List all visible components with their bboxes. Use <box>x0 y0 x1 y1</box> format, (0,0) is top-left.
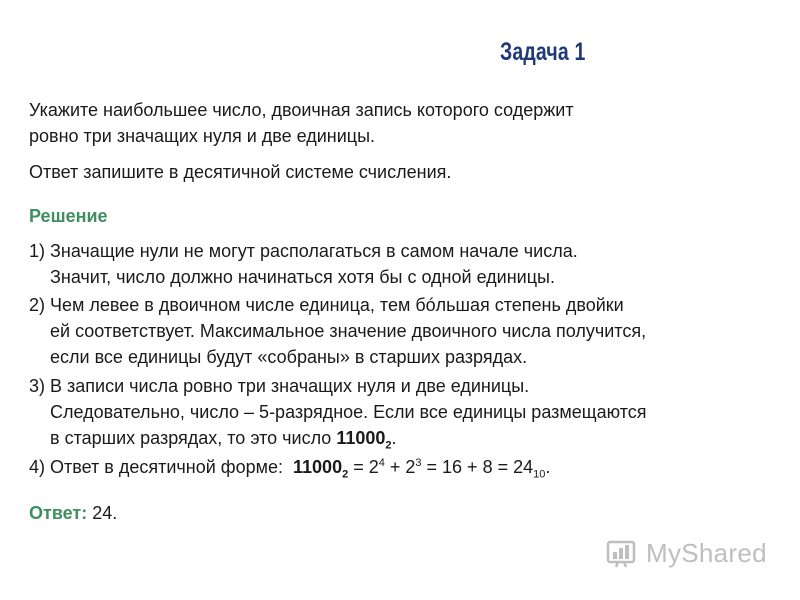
equation-part: = 16 + 8 = 24 <box>421 457 534 477</box>
solution-step-4 <box>29 454 550 480</box>
step-line: 3) В записи числа ровно три значащих нуля и две единицы. <box>29 376 530 396</box>
task-statement <box>29 97 574 149</box>
task-line: ровно три значащих нуля и две единицы. <box>29 126 376 146</box>
binary-number: 11000 <box>293 457 343 477</box>
task-line: Укажите наибольшее число, двоичная запись которого содержит <box>29 100 574 120</box>
step-line: 1) Значащие нули не могут располагаться в самом начале числа. <box>29 241 578 261</box>
step-text: в старших разрядах, то это число <box>50 428 337 448</box>
answer <box>29 503 117 524</box>
watermark <box>606 538 767 569</box>
solution-step-3 <box>29 373 646 451</box>
solution-step-2 <box>29 292 646 370</box>
step-line: 2) Чем левее в двоичном числе единица, тем бóльшая степень двойки <box>29 295 624 315</box>
exponent: 4 <box>378 457 385 469</box>
slide-title: Задача 1 <box>500 38 586 66</box>
equation-part: = 2 <box>348 457 379 477</box>
task-note <box>29 159 451 185</box>
step-line: Значит, число должно начинаться хотя бы с одной единицы. <box>50 267 555 287</box>
step-line: если все единицы будут «собраны» в старших разрядах. <box>50 347 528 367</box>
solution-heading: Решение <box>29 206 108 226</box>
myshared-logo-icon <box>606 539 640 569</box>
equation-end: . <box>545 457 551 477</box>
number-base: 2 <box>342 468 349 481</box>
exponent: 3 <box>415 457 422 469</box>
task-line: Ответ запишите в десятичной системе счисления. <box>29 162 452 182</box>
step-line <box>29 425 646 451</box>
step-line: Следовательно, число – 5-разрядное. Если все единицы размещаются <box>50 402 647 422</box>
solution-step-1 <box>29 238 578 290</box>
equation-part: + 2 <box>384 457 416 477</box>
step-text: . <box>391 428 397 448</box>
number-base: 2 <box>385 439 392 452</box>
watermark-text: MyShared <box>646 538 767 568</box>
answer-label: Ответ: <box>29 503 88 523</box>
answer-value: 24. <box>87 503 118 523</box>
step-text: 4) Ответ в десятичной форме: <box>29 457 283 477</box>
step-line: ей соответствует. Максимальное значение двоичного числа получится, <box>50 321 647 341</box>
result-base: 10 <box>533 468 546 481</box>
binary-number: 11000 <box>336 428 386 448</box>
